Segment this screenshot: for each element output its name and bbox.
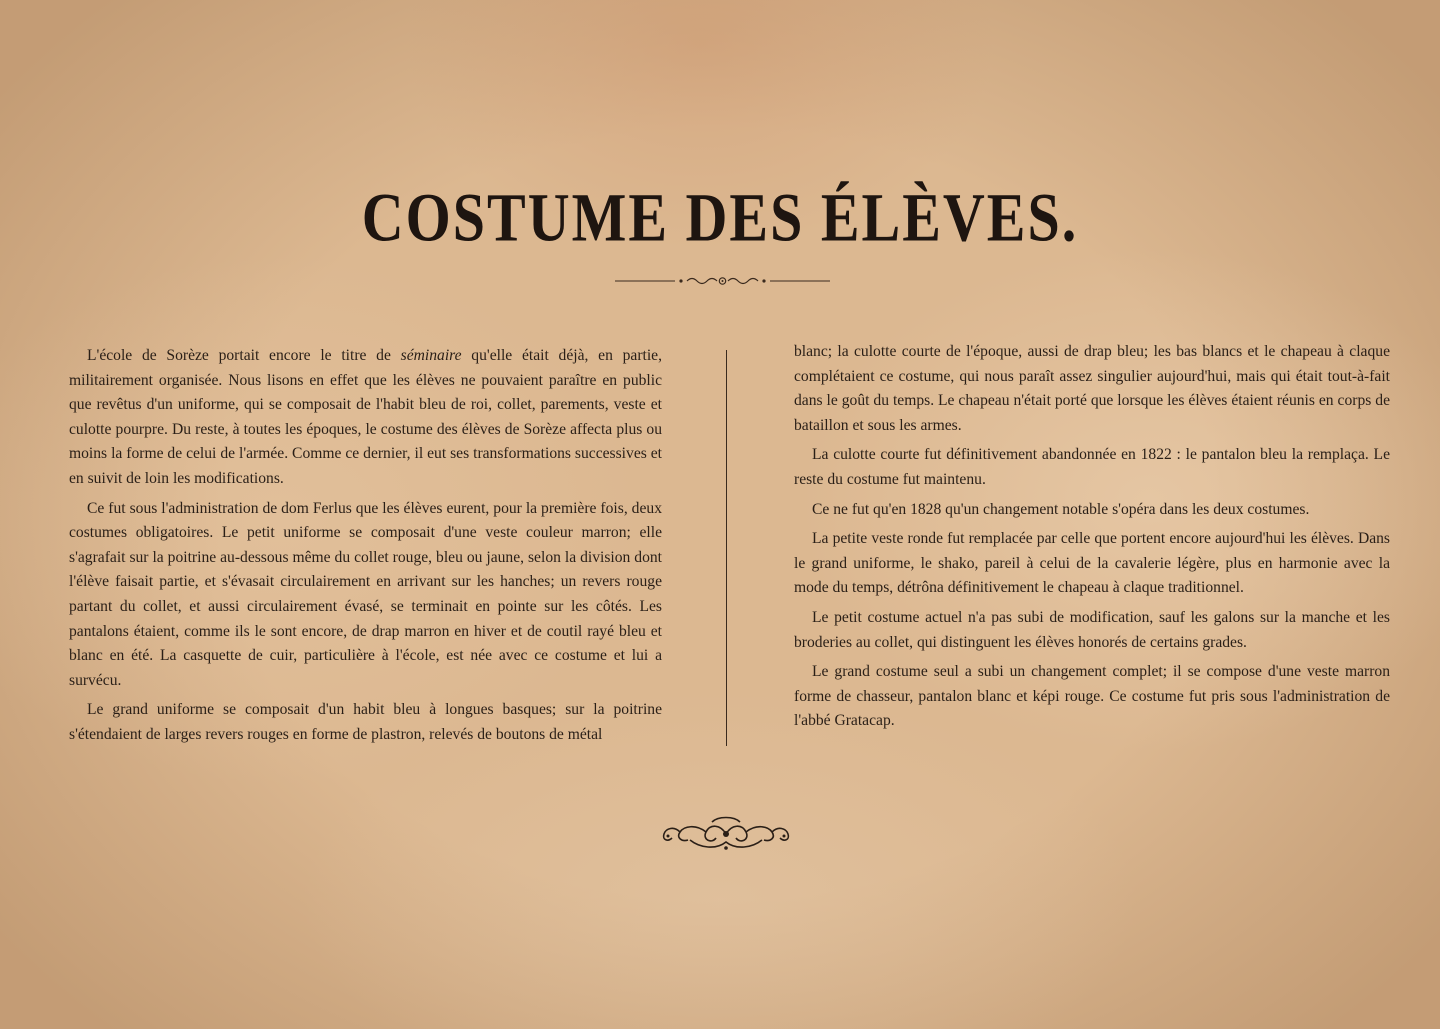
paragraph: Le grand uniforme se composait d'un habit bleu à longues basques; sur la poitrine s'étendaient de larges revers rouges en forme de plastron, relevés de boutons de métal xyxy=(69,701,662,743)
scroll-tailpiece-ornament xyxy=(660,814,792,854)
italic-term: séminaire xyxy=(400,347,462,364)
column-divider xyxy=(726,350,727,746)
paragraph: Le grand costume seul a subi un changement complet; il se compose d'une veste marron forme de chasseur, pantalon blanc et képi rouge. Ce costume fut pris sous l'administration de l'abbé Gratacap. xyxy=(794,663,1390,730)
left-text-column xyxy=(69,344,662,753)
paragraph: Ce ne fut qu'en 1828 qu'un changement notable s'opéra dans les deux costumes. xyxy=(812,500,1310,518)
right-text-column xyxy=(794,340,1390,739)
paragraph: La culotte courte fut définitivement abandonnée en 1822 : le pantalon bleu la remplaça. Le reste du costume fut maintenu. xyxy=(794,446,1390,488)
decorative-rule-ornament xyxy=(615,272,830,290)
paragraph: L'école de Sorèze portait encore le titre de séminaire qu'elle était déjà, en partie, militairement organisée. Nous lisons en effet que les élèves ne pouvaient paraître en public que revêtus d'un uniforme, qui se composait de l'habit bleu de roi, collet, parements, veste et culotte pourpre. Du reste, à toutes les époques, le costume des élèves de Sorèze affecta plus ou moins la forme de celui de l'armée. Comme ce dernier, il eut ses transformations successives et en suivit de loin les modifications. xyxy=(69,347,662,487)
paragraph: Ce fut sous l'administration de dom Ferlus que les élèves eurent, pour la première fois, deux costumes obligatoires. Le petit uniforme se composait d'une veste couleur marron; elle s'agrafait sur la poitrine au-dessous même du collet rouge, bleu ou jaune, selon la division dont l'élève faisait partie, et s'évasait circulairement en arrivant sur les hanches; un revers rouge partant du collet, et aussi circulairement évasé, se terminait en pointe sur les côtés. Les pantalons étaient, comme ils le sont encore, de drap marron en hiver et de coutil rayé bleu et blanc en été. La casquette de cuir, particulière à l'école, est née avec ce costume et lui a survécu. xyxy=(69,499,662,689)
paragraph: La petite veste ronde fut remplacée par celle que portent encore aujourd'hui les élèves. Dans le grand uniforme, le shako, pareil à celui de la cavalerie légère, plus en harmonie avec la mode du temps, détrôna définitivement le chapeau à claque traditionnel. xyxy=(794,530,1390,597)
paragraph: blanc; la culotte courte de l'époque, aussi de drap bleu; les bas blancs et le chapeau à claque complétaient ce costume, qui nous paraît assez singulier aujourd'hui, mais qui était tout-à-fait dans le goût du temps. Le chapeau n'était porté que lorsque les élèves étaient réunis en corps de bataillon et sous les armes. xyxy=(794,343,1390,434)
page-title: COSTUME DES ÉLÈVES. xyxy=(361,179,1079,256)
paragraph: Le petit costume actuel n'a pas subi de modification, sauf les galons sur la manche et les broderies au collet, qui distinguent les élèves honorés de certains grades. xyxy=(794,608,1390,651)
